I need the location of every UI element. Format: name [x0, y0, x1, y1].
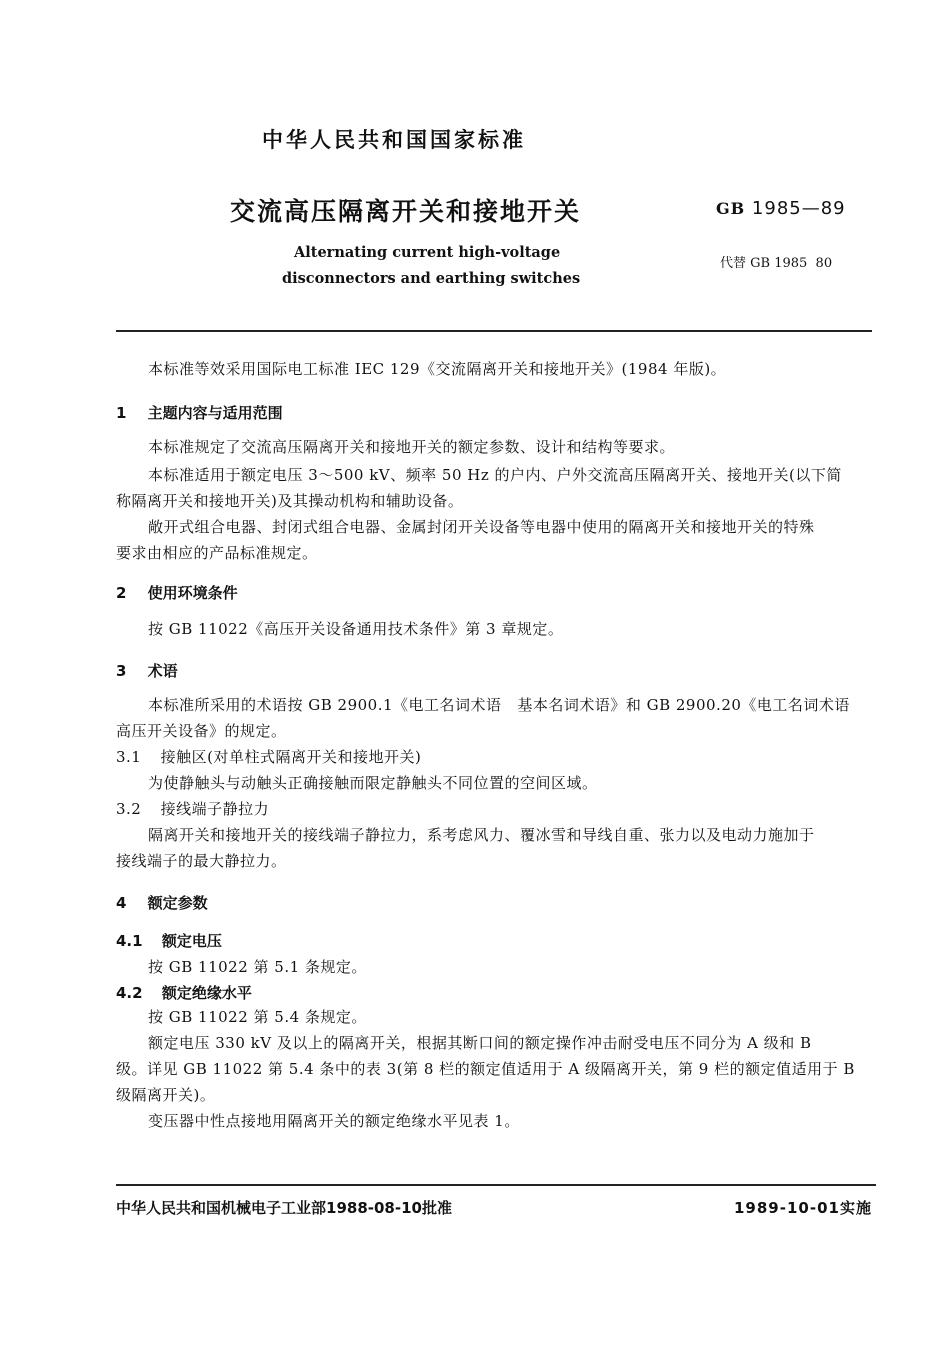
- subsection-3-1-heading: [116, 746, 421, 768]
- section-4-paragraph-2a: 额定电压 330 kV 及以上的隔离开关，根据其断口间的额定操作冲击耐受电压不同分为 A 级和 B: [148, 1034, 812, 1052]
- section-1-paragraph-3b: 要求由相应的产品标准规定。: [116, 544, 318, 562]
- section-1-paragraph-1: 本标准规定了交流高压隔离开关和接地开关的额定参数、设计和结构等要求。: [148, 438, 676, 456]
- header-divider: [116, 330, 872, 332]
- code-prefix: GB: [716, 199, 746, 218]
- section-number: 2: [116, 584, 127, 602]
- document-title: 交流高压隔离开关和接地开关: [230, 197, 582, 226]
- section-2-paragraph: 按 GB 11022《高压开关设备通用技术条件》第 3 章规定。: [148, 620, 564, 638]
- subsection-title: 额定电压: [161, 932, 222, 950]
- subsection-4-1-text: 按 GB 11022 第 5.1 条规定。: [148, 958, 367, 976]
- section-title: 主题内容与适用范围: [147, 404, 283, 422]
- section-1-paragraph-2b: 称隔离开关和接地开关)及其操动机构和辅助设备。: [116, 492, 464, 510]
- subsection-number: 3.1: [116, 748, 142, 766]
- section-number: 1: [116, 404, 127, 422]
- english-title-line2: disconnectors and earthing switches: [282, 270, 581, 287]
- subsection-3-1-text: 为使静触头与动触头正确接触而限定静触头不同位置的空间区域。: [148, 774, 598, 792]
- standard-type: 中华人民共和国国家标准: [262, 128, 526, 152]
- section-title: 额定参数: [147, 894, 208, 912]
- subsection-3-2-heading: [116, 798, 269, 820]
- standard-code: [716, 198, 846, 219]
- section-3-heading: [116, 660, 178, 681]
- section-title: 使用环境条件: [147, 584, 238, 602]
- subsection-number: 4.2: [116, 984, 143, 1002]
- section-number: 3: [116, 662, 127, 680]
- replaces-standard: 代替 GB 1985 80: [720, 256, 833, 271]
- subsection-3-2-text-b: 接线端子的最大静拉力。: [116, 852, 287, 870]
- section-4-heading: [116, 892, 208, 913]
- section-4-paragraph-2c: 级隔离开关)。: [116, 1086, 216, 1104]
- english-title-line1: Alternating current high-voltage: [294, 244, 561, 261]
- section-number: 4: [116, 894, 127, 912]
- section-4-paragraph-3: 变压器中性点接地用隔离开关的额定绝缘水平见表 1。: [148, 1112, 520, 1130]
- subsection-title: 额定绝缘水平: [161, 984, 252, 1002]
- subsection-number: 3.2: [116, 800, 142, 818]
- section-1-heading: [116, 402, 283, 423]
- section-1-paragraph-2a: 本标准适用于额定电压 3～500 kV、频率 50 Hz 的户内、户外交流高压隔离开关、接地开关(以下简: [148, 466, 842, 484]
- subsection-number: 4.1: [116, 932, 143, 950]
- effective-date: 1989-10-01实施: [734, 1199, 872, 1217]
- subsection-title: 接触区(对单柱式隔离开关和接地开关): [160, 748, 422, 766]
- section-2-heading: [116, 582, 238, 603]
- code-number: 1985—89: [751, 198, 846, 219]
- intro-paragraph: 本标准等效采用国际电工标准 IEC 129《交流隔离开关和接地开关》(1984 年版)。: [148, 360, 727, 378]
- section-3-paragraph-b: 高压开关设备》的规定。: [116, 722, 287, 740]
- section-4-paragraph-2b: 级。详见 GB 11022 第 5.4 条中的表 3(第 8 栏的额定值适用于 A 级隔离开关，第 9 栏的额定值适用于 B: [116, 1060, 855, 1078]
- approval-line: 中华人民共和国机械电子工业部1988-08-10批准: [116, 1199, 452, 1217]
- subsection-4-2-heading: [116, 982, 252, 1003]
- footer-divider: [116, 1184, 876, 1186]
- section-3-paragraph-a: 本标准所采用的术语按 GB 2900.1《电工名词术语 基本名词术语》和 GB 2900.20《电工名词术语: [148, 696, 850, 714]
- subsection-title: 接线端子静拉力: [160, 800, 270, 818]
- section-title: 术语: [147, 662, 178, 680]
- subsection-3-2-text-a: 隔离开关和接地开关的接线端子静拉力，系考虑风力、覆冰雪和导线自重、张力以及电动力施加于: [148, 826, 815, 844]
- subsection-4-1-heading: [116, 930, 222, 951]
- subsection-4-2-text: 按 GB 11022 第 5.4 条规定。: [148, 1008, 367, 1026]
- section-1-paragraph-3a: 敞开式组合电器、封闭式组合电器、金属封闭开关设备等电器中使用的隔离开关和接地开关的特殊: [148, 518, 815, 536]
